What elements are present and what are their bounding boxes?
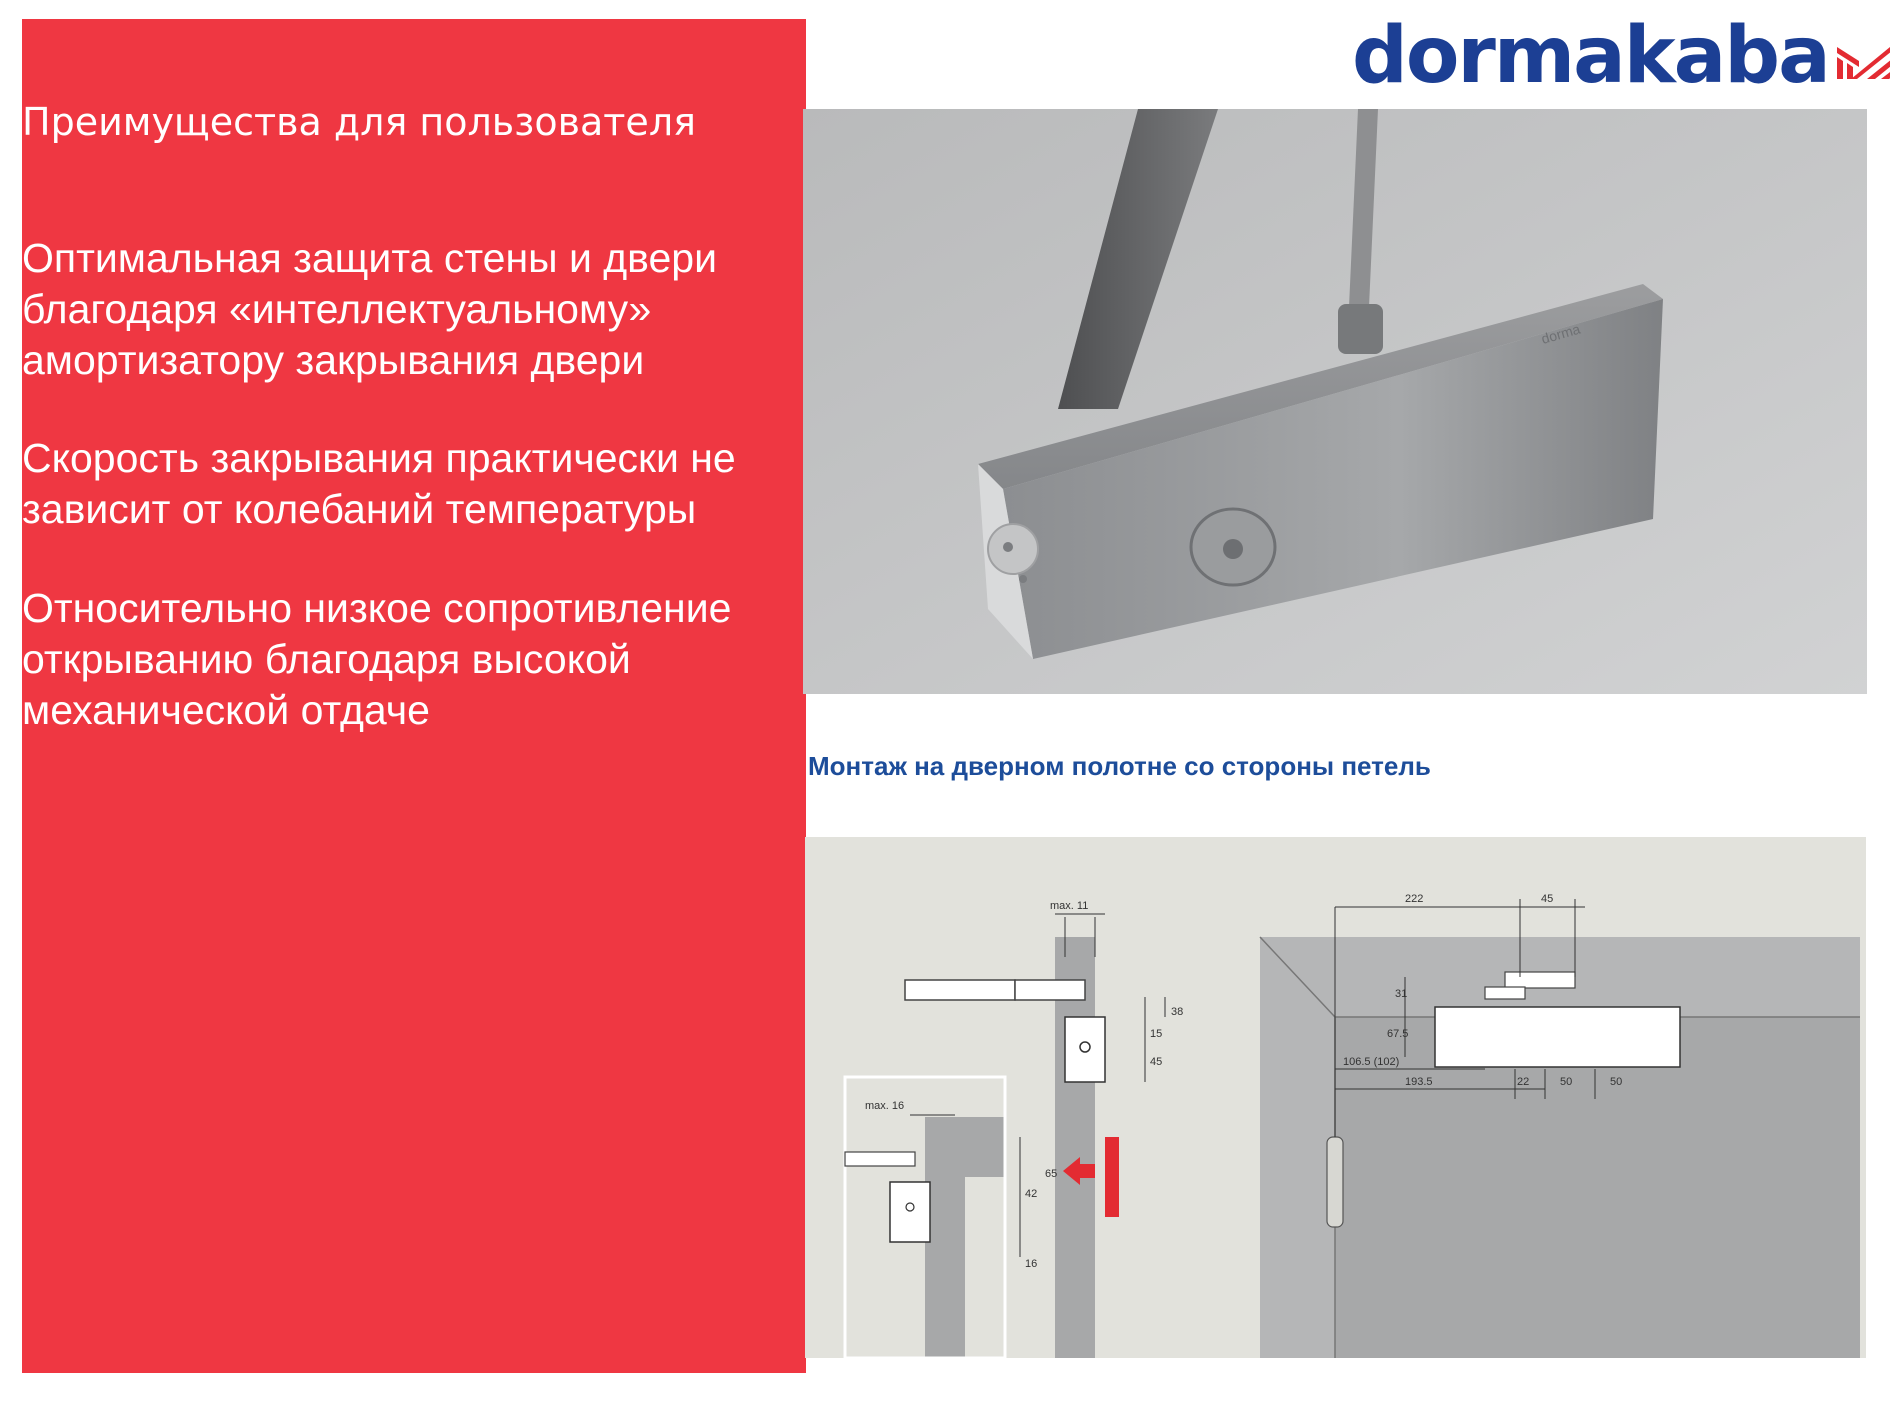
benefit-line: Скорость закрывания практически не — [22, 435, 736, 481]
dim-50a: 50 — [1560, 1076, 1573, 1088]
dim-22: 22 — [1517, 1076, 1530, 1088]
benefit-line: Относительно низкое сопротивление — [22, 585, 732, 631]
logo-stripes-icon — [1837, 33, 1890, 79]
benefit-line: амортизатору закрывания двери — [22, 337, 645, 383]
dim-45: 45 — [1150, 1056, 1163, 1068]
dim-193-5: 193.5 — [1405, 1076, 1433, 1088]
dim-15: 15 — [1150, 1028, 1163, 1040]
diagram-caption: Монтаж на дверном полотне со стороны петель — [808, 751, 1431, 781]
dim-106-5: 106.5 (102) — [1343, 1056, 1400, 1068]
dim-max-top: max. 11 — [1050, 900, 1089, 912]
benefit-line: Оптимальная защита стены и двери — [22, 235, 717, 281]
benefit-line: зависит от колебаний температуры — [22, 486, 697, 532]
benefit-line: открыванию благодаря высокой — [22, 636, 631, 682]
benefit-line: механической отдаче — [22, 687, 430, 733]
door-closer-illustration — [803, 109, 1867, 694]
logo-wordmark: dormakaba — [1352, 11, 1829, 101]
benefit-line: благодаря «интеллектуальному» — [22, 286, 652, 332]
dim-31: 31 — [1395, 988, 1408, 1000]
dim-45-top: 45 — [1541, 893, 1554, 905]
mounting-diagram-drawing — [805, 837, 1866, 1358]
dim-42: 42 — [1025, 1188, 1038, 1200]
dim-67-5: 67.5 — [1387, 1028, 1409, 1040]
door-closer-photo — [803, 109, 1867, 694]
mounting-diagram — [805, 837, 1866, 1358]
dim-50b: 50 — [1610, 1076, 1623, 1088]
benefit-closing-speed — [22, 433, 792, 535]
benefit-wall-door-protection — [22, 233, 792, 386]
dim-222: 222 — [1405, 893, 1424, 905]
photo-embossed-mark: dorma — [1539, 320, 1582, 347]
dim-16: 16 — [1025, 1258, 1038, 1270]
dim-max-inset: max. 16 — [865, 1100, 905, 1112]
panel-heading: Преимущества для пользователя — [22, 100, 696, 144]
dormakaba-logo — [1352, 8, 1890, 104]
dim-38: 38 — [1171, 1006, 1184, 1018]
benefit-low-resistance — [22, 583, 792, 736]
dim-65: 65 — [1045, 1168, 1058, 1180]
